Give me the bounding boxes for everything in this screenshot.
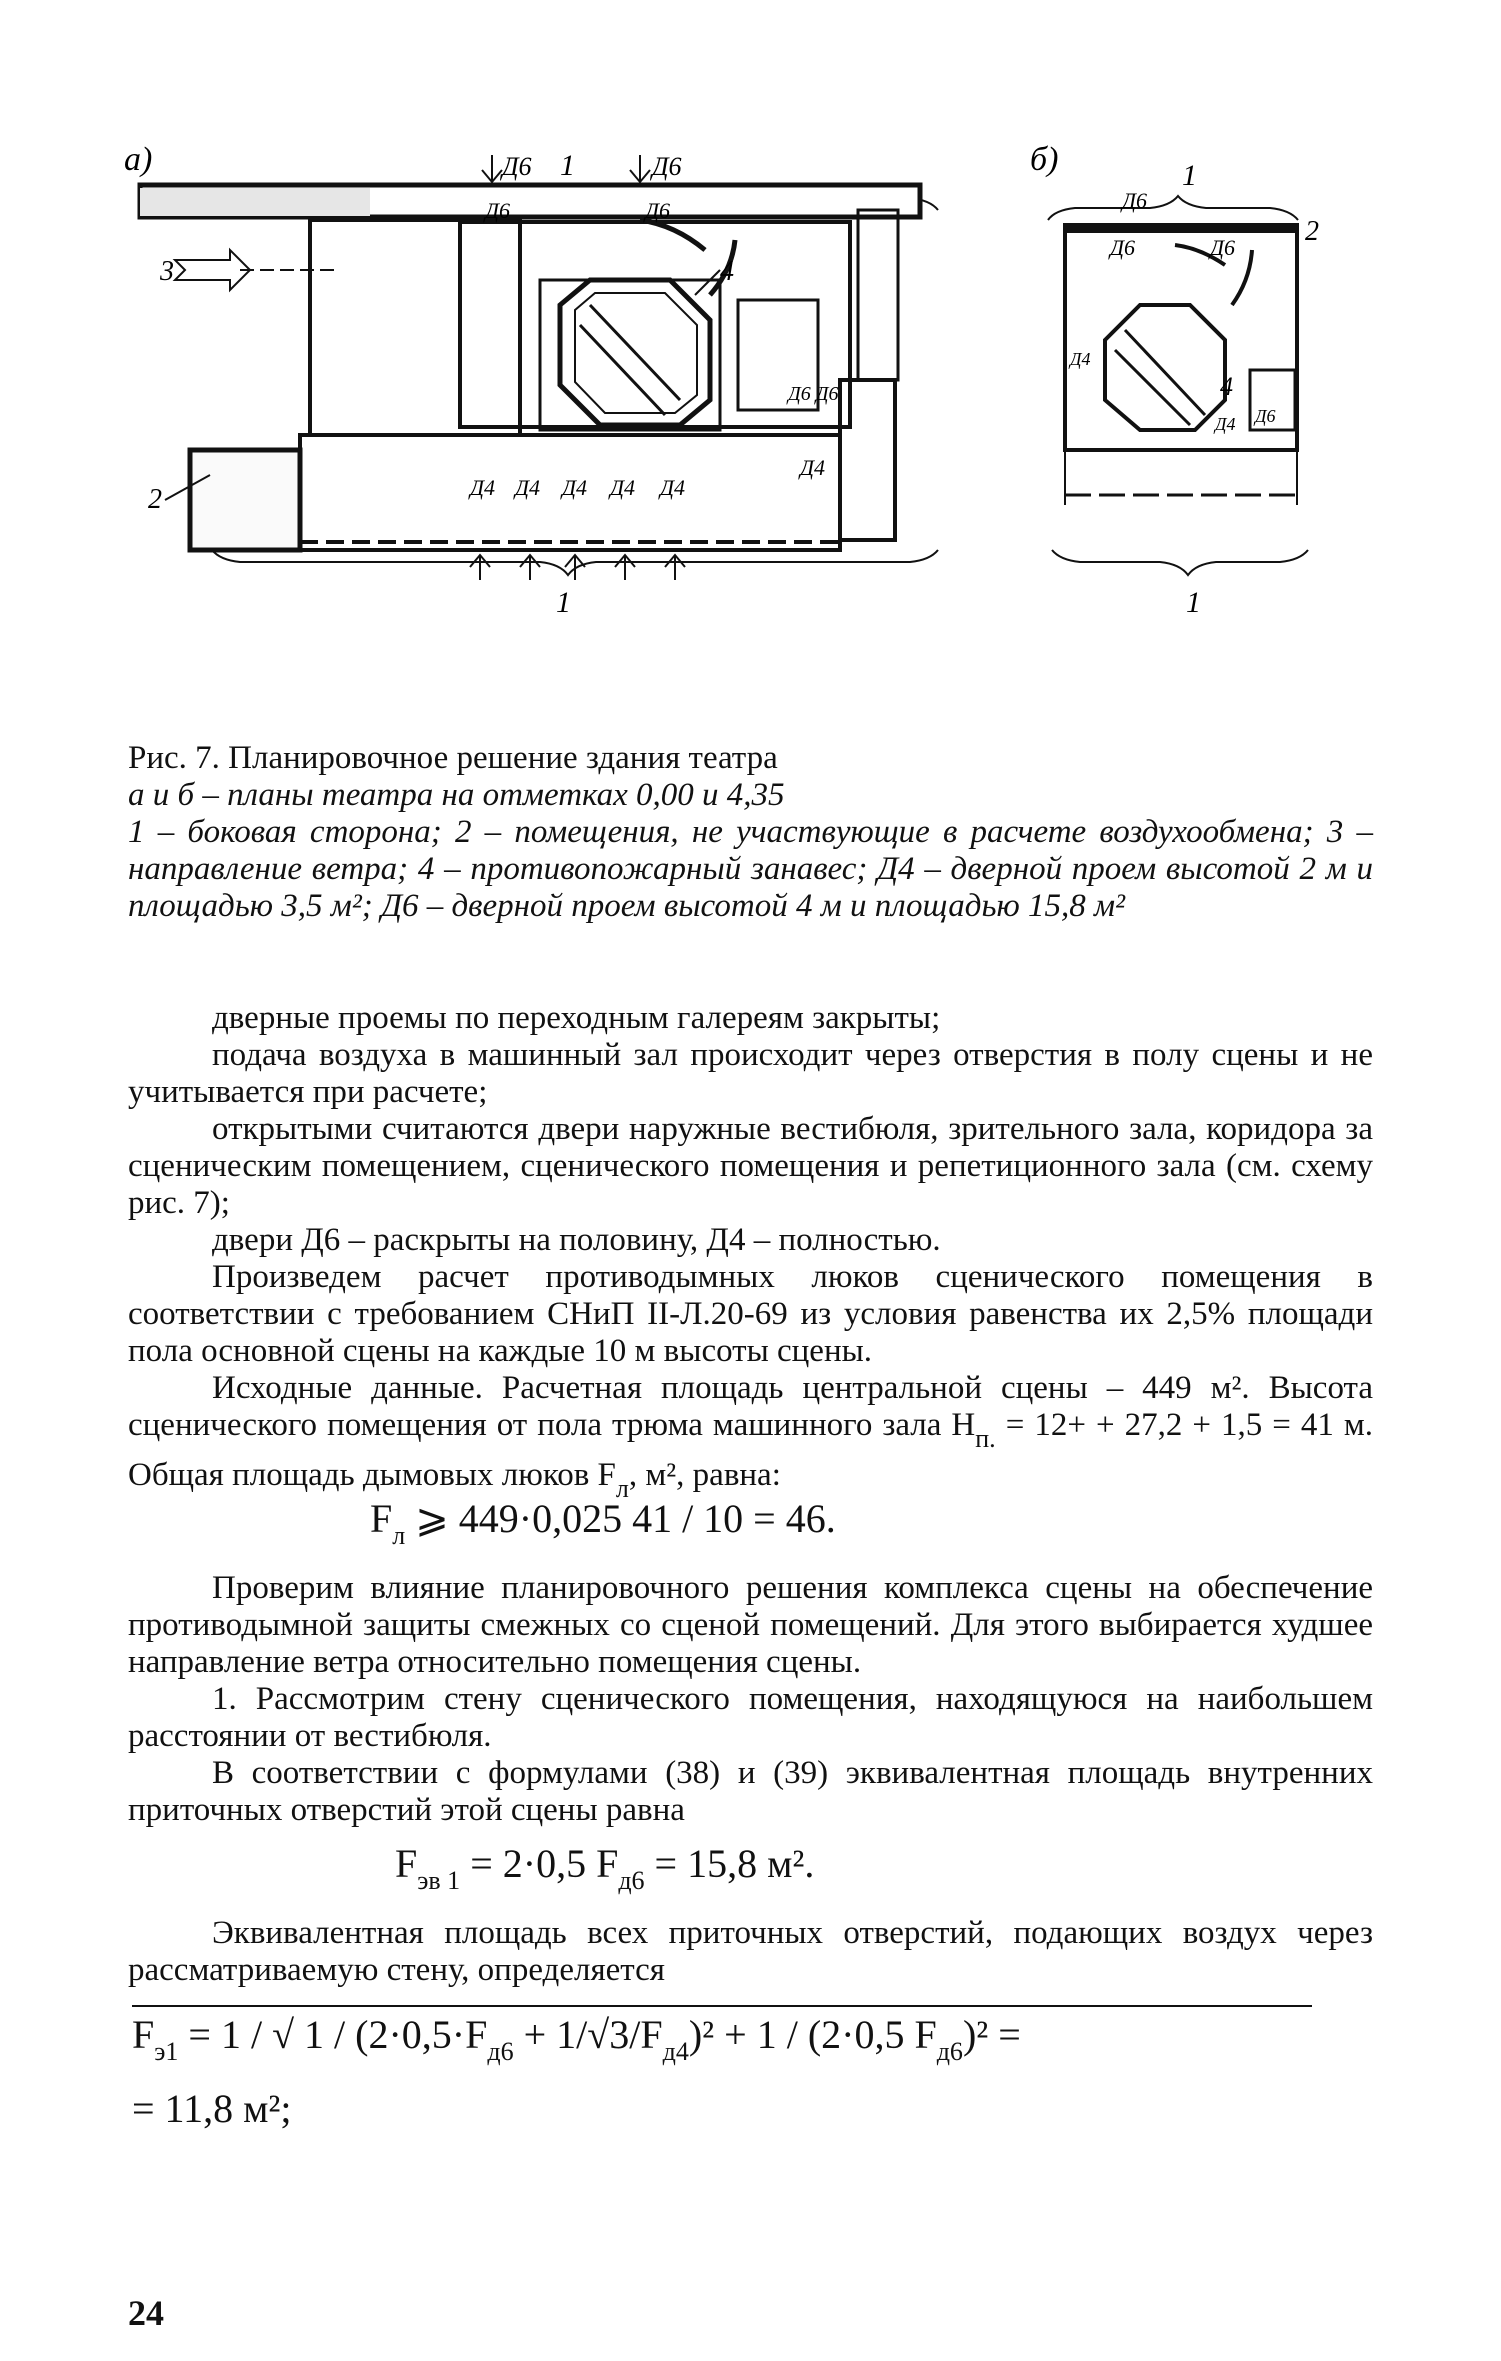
svg-text:Д4: Д4	[1070, 349, 1091, 369]
svg-text:Д4: Д4	[515, 475, 540, 500]
callout-1-bottom-a: 1	[556, 586, 571, 619]
formula-equiv-total-result: = 11,8 м²;	[132, 2086, 292, 2131]
svg-text:Д4: Д4	[610, 475, 635, 500]
paragraph-check-layout: Проверим влияние планировочного решения комплекса сцены на обеспечение противодымной защиты смежных со сценой помещений. Для этого выбирается худшее направление ветра относительно помещения сцены.	[128, 1570, 1373, 1680]
svg-text:Д6: Д6	[502, 152, 532, 181]
paragraph-doors-closed: дверные проемы по переходным галереям закрыты;	[212, 1000, 941, 1036]
body-block-1	[128, 1000, 1373, 1507]
body-block-3	[128, 1915, 1373, 1989]
svg-text:Д4: Д4	[660, 475, 685, 500]
theatre-plan-figure	[120, 130, 1380, 690]
svg-text:Д6: Д6	[1122, 188, 1147, 213]
svg-text:Д4: Д4	[470, 475, 495, 500]
figure-caption-legend: 1 – боковая сторона; 2 – помещения, не участвующие в расчете воздухообмена; 3 – направление ветра; 4 – противопожарный занавес; Д4 – дверной проем высотой 2 м и площадью 3,5 м²; Д6 – дверной проем высотой 4 м и площадью 15,8 м²	[128, 814, 1373, 924]
svg-text:Д6: Д6	[652, 152, 682, 181]
callout-2-a: 2	[148, 484, 162, 515]
callout-3: 3	[160, 256, 174, 287]
callout-4-b: 4	[1220, 372, 1233, 401]
panel-b-label: б)	[1030, 141, 1059, 178]
callout-1-top-b: 1	[1182, 159, 1197, 192]
svg-text:Д6: Д6	[645, 198, 670, 223]
svg-text:Д4: Д4	[562, 475, 587, 500]
paragraph-consider-wall: 1. Рассмотрим стену сценического помещения, находящуюся на наибольшем расстоянии от вестибюля.	[128, 1681, 1373, 1754]
paragraph-air-supply: подача воздуха в машинный зал происходит через отверстия в полу сцены и не учитывается при расчете;	[128, 1037, 1373, 1110]
paragraph-calc-intro: Произведем расчет противодымных люков сценического помещения в соответствии с требованием СНиП II-Л.20-69 из условия равенства их 2,5% площади пола основной сцены на каждые 10 м высоты сцены.	[128, 1259, 1373, 1369]
panel-a-label: а)	[124, 141, 153, 178]
callout-2-b: 2	[1305, 216, 1319, 247]
svg-text:Д6: Д6	[1110, 235, 1135, 260]
callout-4-a: 4	[720, 256, 734, 287]
panel-b-bottom-bracket	[1052, 550, 1308, 575]
paragraph-equiv-all: Эквивалентная площадь всех приточных отверстий, подающих воздух через рассматриваемую стену, определяется	[128, 1915, 1373, 1988]
paragraph-formulas-ref: В соответствии с формулами (38) и (39) эквивалентная площадь внутренних приточных отверстий этой сцены равна	[128, 1755, 1373, 1828]
svg-text:Д6: Д6	[1210, 235, 1235, 260]
svg-text:Д6: Д6	[1255, 406, 1276, 426]
callout-1-top-a: 1	[560, 149, 575, 182]
svg-text:Д4: Д4	[1215, 414, 1236, 434]
formula-equiv-inner: $F_{эв 1} = 2\cdot 0,5$ $F_{д6} = 15,8$ м².	[395, 1841, 815, 1895]
callout-1-bottom-b: 1	[1186, 586, 1201, 619]
page-number: 24	[128, 2293, 164, 2333]
paragraph-d6-d4: двери Д6 – раскрыты на половину, Д4 – полностью.	[212, 1222, 941, 1258]
svg-text:Д6: Д6	[485, 198, 510, 223]
paragraph-open-doors: открытыми считаются двери наружные вестибюля, зрительного зала, коридора за сценическим помещением, сценического помещения и репетиционного зала (см. схему рис. 7);	[128, 1111, 1373, 1221]
formula-equiv-total: $F_{э1} = 1$ / √ $1 / (2\cdot 0,5\cdot F_{д6} + 1/√3/F_{д4})^2 + 1 / (2\cdot 0,5$ $F_{д6})^2$ =	[132, 2005, 1312, 2067]
svg-text:Д4: Д4	[800, 455, 825, 480]
panel-b-plan	[1065, 225, 1297, 505]
formula-smoke-hatches: $F_л$ ⩾ 449·0,025 41 / 10 = 46.	[370, 1496, 836, 1550]
figure-caption-title: Рис. 7. Планировочное решение здания театра	[128, 740, 778, 776]
svg-text:Д6 Д6: Д6 Д6	[788, 383, 839, 405]
body-block-2	[128, 1570, 1373, 1829]
panel-b-top-bracket	[1048, 196, 1298, 220]
figure-caption-subtitle: а и б – планы театра на отметках 0,00 и 4,35	[128, 777, 785, 813]
paragraph-input-data: Исходные данные. Расчетная площадь центральной сцены – 449 м². Высота сценического помещения от пола трюма машинного зала $Н_{п.} = 12+ + 27,2 + 1,5 = 41$ м. Общая площадь дымовых люков $F_л$, м², равна:	[128, 1370, 1373, 1503]
